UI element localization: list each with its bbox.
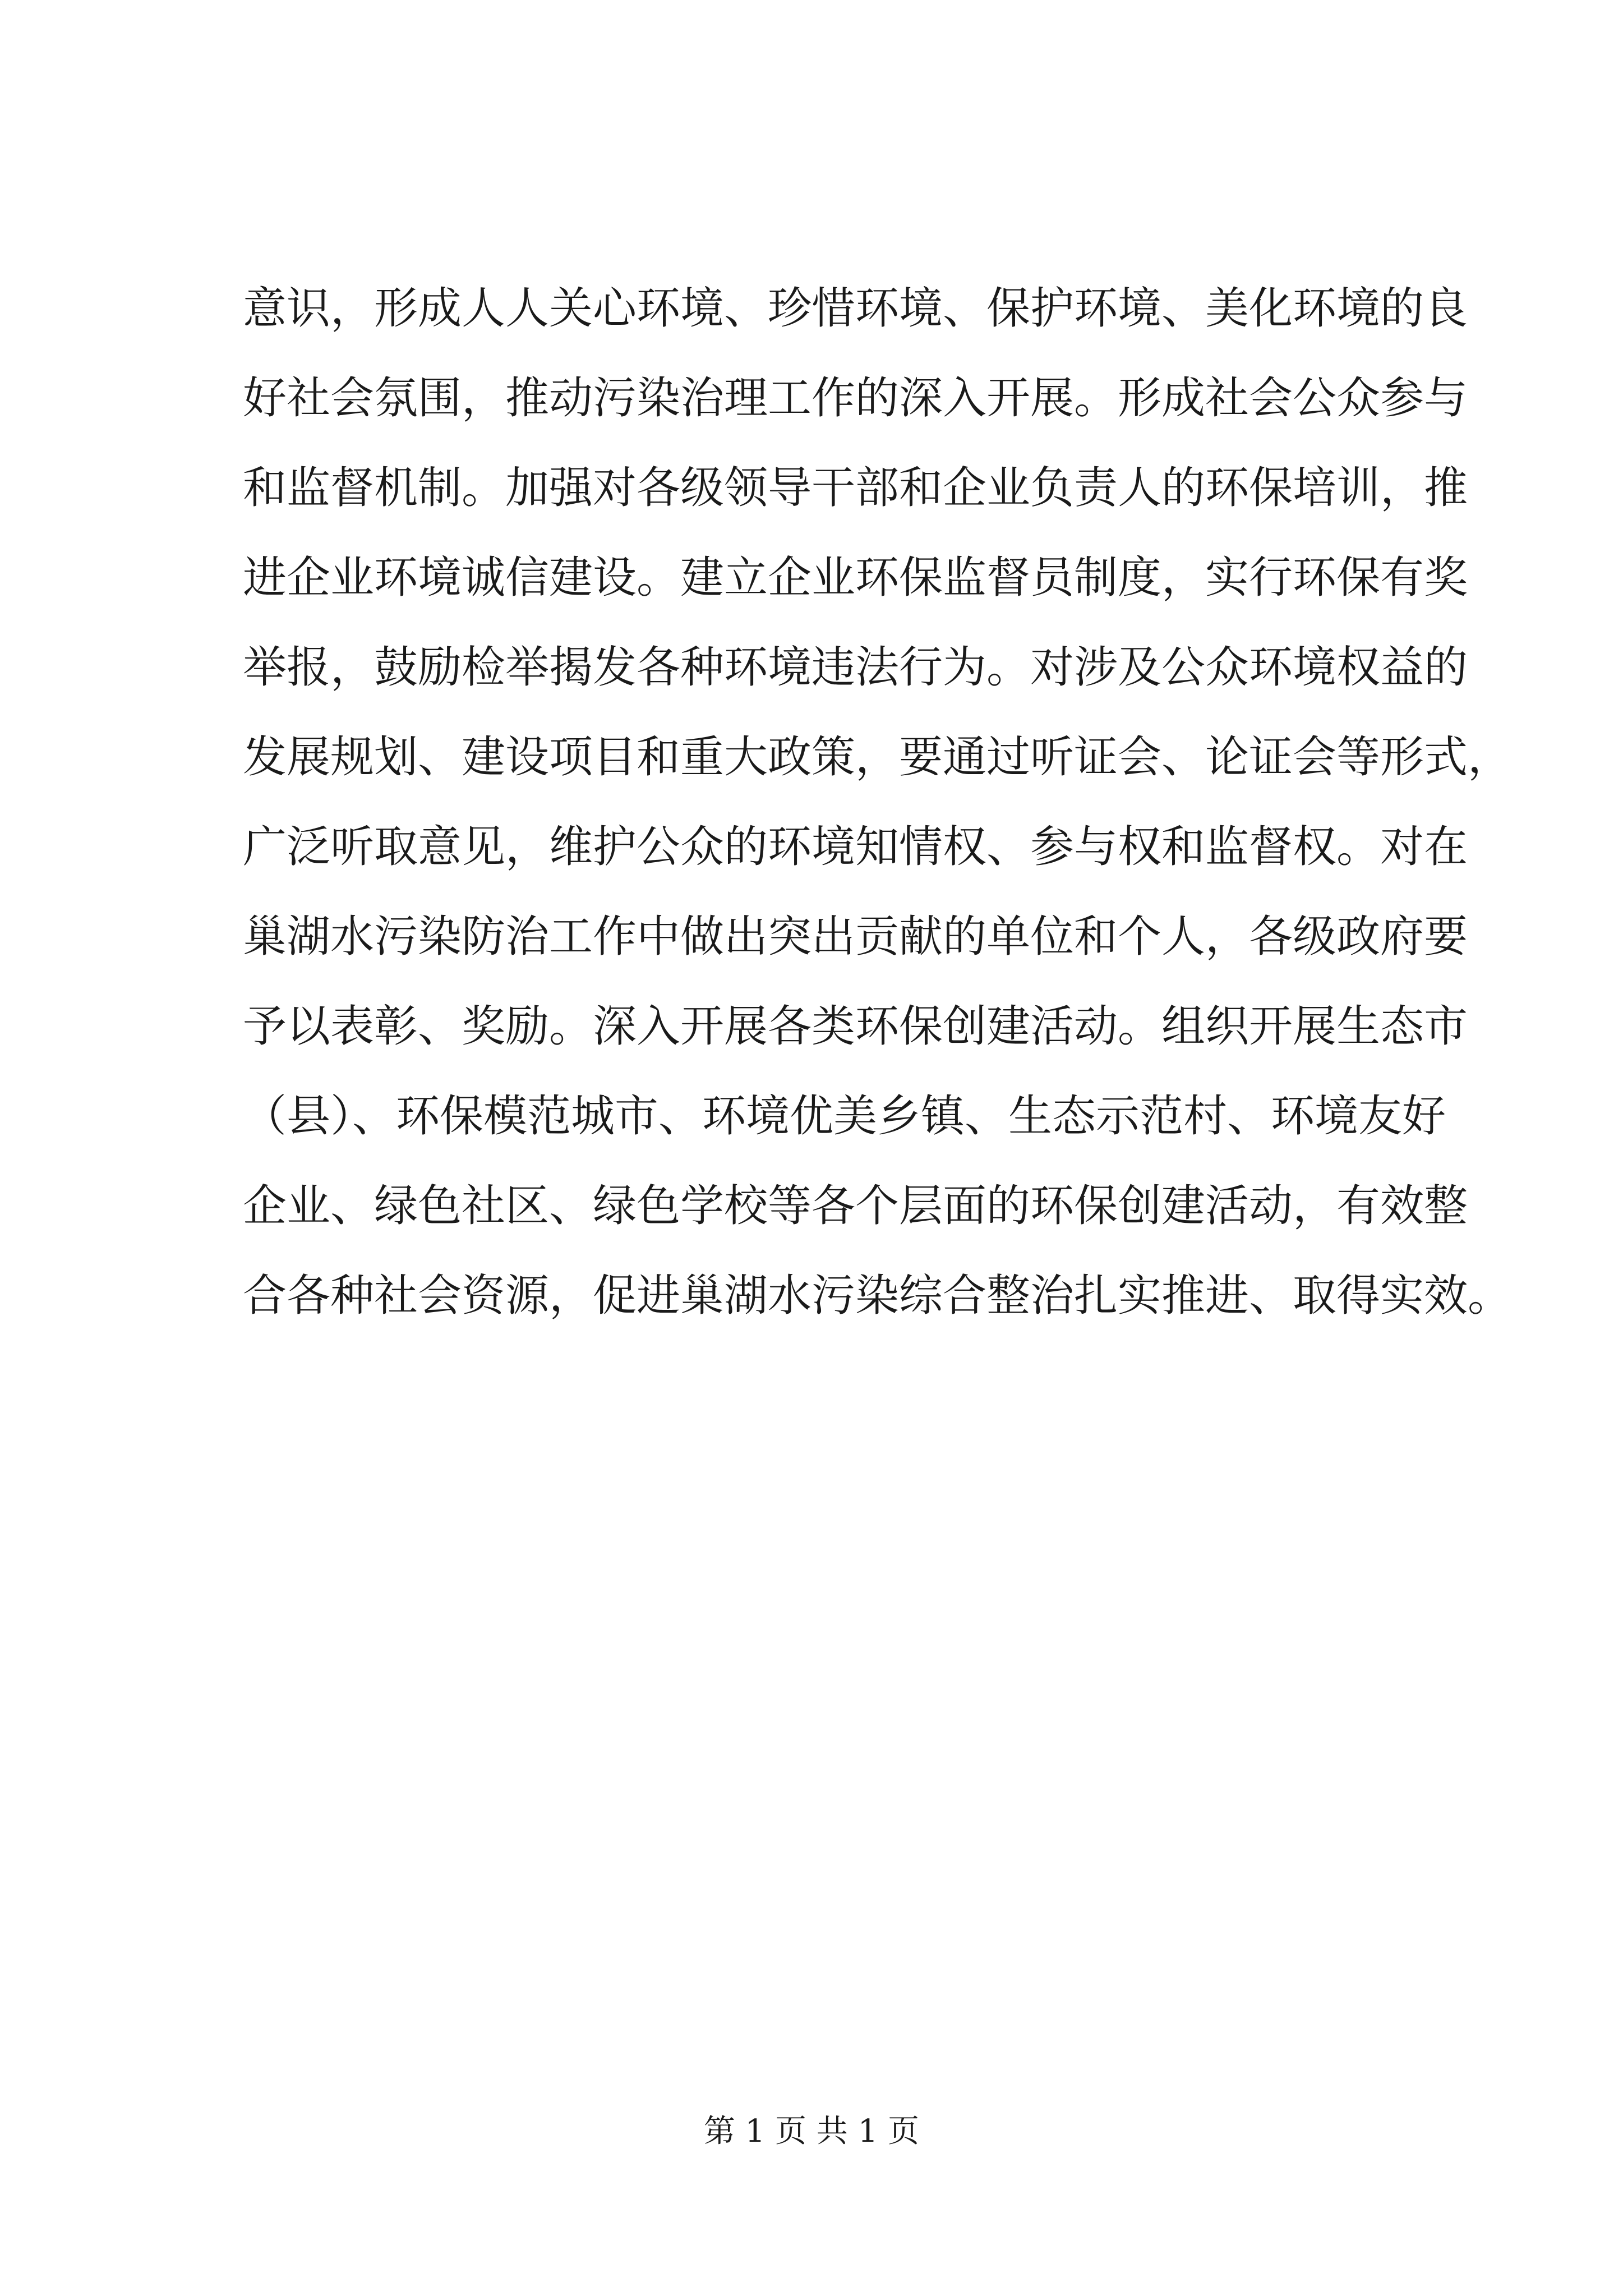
paragraph-line-2: 好社会氛围，推动污染治理工作的深入开展。形成社会公众参与 — [243, 373, 1468, 424]
paragraph-line-9: 予以表彰、奖励。深入开展各类环保创建活动。组织开展生态市 — [243, 1001, 1468, 1052]
document-body — [243, 264, 1512, 1341]
paragraph-line-7: 广泛听取意见，维护公众的环境知情权、参与权和监督权。对在 — [243, 822, 1468, 872]
paragraph-line-4: 进企业环境诚信建设。建立企业环保监督员制度，实行环保有奖 — [243, 553, 1468, 603]
paragraph-line-8: 巢湖水污染防治工作中做出突出贡献的单位和个人，各级政府要 — [243, 912, 1468, 962]
paragraph-line-10: （县）、环保模范城市、环境优美乡镇、生态示范村、环境友好 — [243, 1091, 1446, 1142]
paragraph-line-5: 举报，鼓励检举揭发各种环境违法行为。对涉及公众环境权益的 — [243, 642, 1468, 693]
page-number-footer: 第 1 页 共 1 页 — [703, 2113, 920, 2150]
paragraph-line-1: 意识，形成人人关心环境、珍惜环境、保护环境、美化环境的良 — [243, 283, 1468, 334]
paragraph-line-6: 发展规划、建设项目和重大政策，要通过听证会、论证会等形式， — [243, 732, 1512, 783]
paragraph-line-12: 合各种社会资源，促进巢湖水污染综合整治扎实推进、取得实效。 — [243, 1271, 1512, 1321]
paragraph-line-11: 企业、绿色社区、绿色学校等各个层面的环保创建活动，有效整 — [243, 1181, 1468, 1231]
paragraph-line-3: 和监督机制。加强对各级领导干部和企业负责人的环保培训，推 — [243, 463, 1468, 513]
